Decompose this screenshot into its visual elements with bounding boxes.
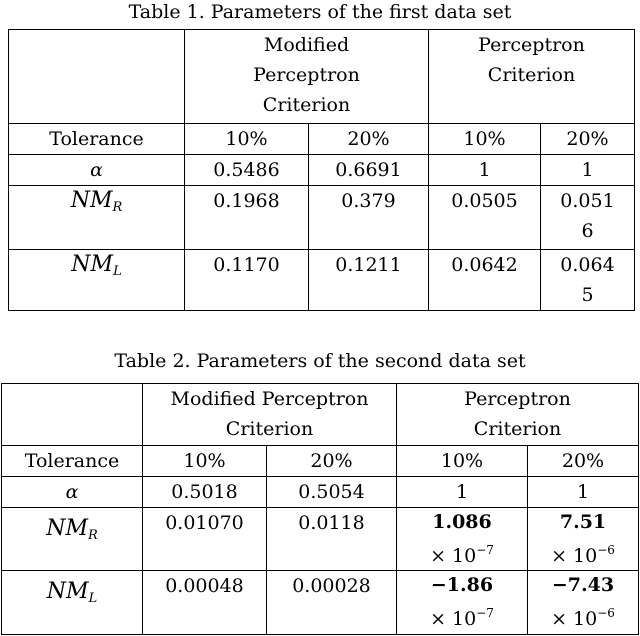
table2-alpha-label	[2, 477, 143, 508]
table1-nml-label: $NM_L$	[9, 250, 185, 311]
table2	[1, 383, 639, 635]
table2-tolerance-label: Tolerance	[2, 446, 143, 477]
table1-tolerance-label: Tolerance	[9, 124, 185, 155]
table1-nmr-2: 0.379	[309, 186, 429, 250]
table2-tolerance-4: 20%	[528, 446, 639, 477]
table1-tolerance-4: 20%	[541, 124, 635, 155]
table2-nml-4: −7.43 × $10^{-6}$	[528, 571, 639, 635]
table2-tolerance-3: 10%	[397, 446, 528, 477]
table1-caption: Table 1. Parameters of the first data set	[128, 1, 512, 23]
table2-tolerance-2: 20%	[267, 446, 397, 477]
table2-alpha-2: 0.5054	[267, 477, 397, 508]
table2-nmr-4: 7.51 × $10^{-6}$	[528, 508, 639, 571]
table2-group-perceptron: Perceptron Criterion	[397, 384, 639, 446]
table2-tolerance-1: 10%	[143, 446, 267, 477]
table1-tolerance-2: 20%	[309, 124, 429, 155]
table1-tolerance-3: 10%	[429, 124, 541, 155]
table1-nml-3: 0.0642	[429, 250, 541, 311]
table2-nml-label: $NM_L$	[2, 571, 143, 635]
table1-alpha-1: 0.5486	[185, 155, 309, 186]
table1-alpha-2: 0.6691	[309, 155, 429, 186]
table1-alpha-3: 1	[429, 155, 541, 186]
table1-alpha-label	[9, 155, 185, 186]
table2-nmr-1: 0.01070	[143, 508, 267, 571]
table1-group-perceptron: Perceptron Criterion	[429, 30, 635, 124]
table2-nmr-label: $NM_R$	[2, 508, 143, 571]
table1-nml-2: 0.1211	[309, 250, 429, 311]
table1-nmr-1: 0.1968	[185, 186, 309, 250]
table1-nml-1: 0.1170	[185, 250, 309, 311]
table1-nmr-label: $NM_R$	[9, 186, 185, 250]
table2-nmr-2: 0.0118	[267, 508, 397, 571]
alpha-symbol: α	[65, 481, 79, 503]
table1-nmr-4: 0.0516	[541, 186, 635, 250]
table1-tolerance-1: 10%	[185, 124, 309, 155]
table2-nml-1: 0.00048	[143, 571, 267, 635]
table2-corner-cell	[2, 384, 143, 446]
table2-nml-2: 0.00028	[267, 571, 397, 635]
table1-nml-4: 0.0645	[541, 250, 635, 311]
table2-alpha-4: 1	[528, 477, 639, 508]
table2-alpha-3: 1	[397, 477, 528, 508]
table2-nml-3: −1.86 × $10^{-7}$	[397, 571, 528, 635]
table2-nmr-3: 1.086 × $10^{-7}$	[397, 508, 528, 571]
table1	[8, 29, 635, 311]
alpha-symbol: α	[90, 159, 103, 181]
table2-caption: Table 2. Parameters of the second data set	[114, 350, 526, 372]
table1-corner-cell	[9, 30, 185, 124]
table1-alpha-4: 1	[541, 155, 635, 186]
table1-group-modified: Modified Perceptron Criterion	[185, 30, 429, 124]
table2-alpha-1: 0.5018	[143, 477, 267, 508]
table1-nmr-3: 0.0505	[429, 186, 541, 250]
table2-group-modified: Modified Perceptron Criterion	[143, 384, 397, 446]
